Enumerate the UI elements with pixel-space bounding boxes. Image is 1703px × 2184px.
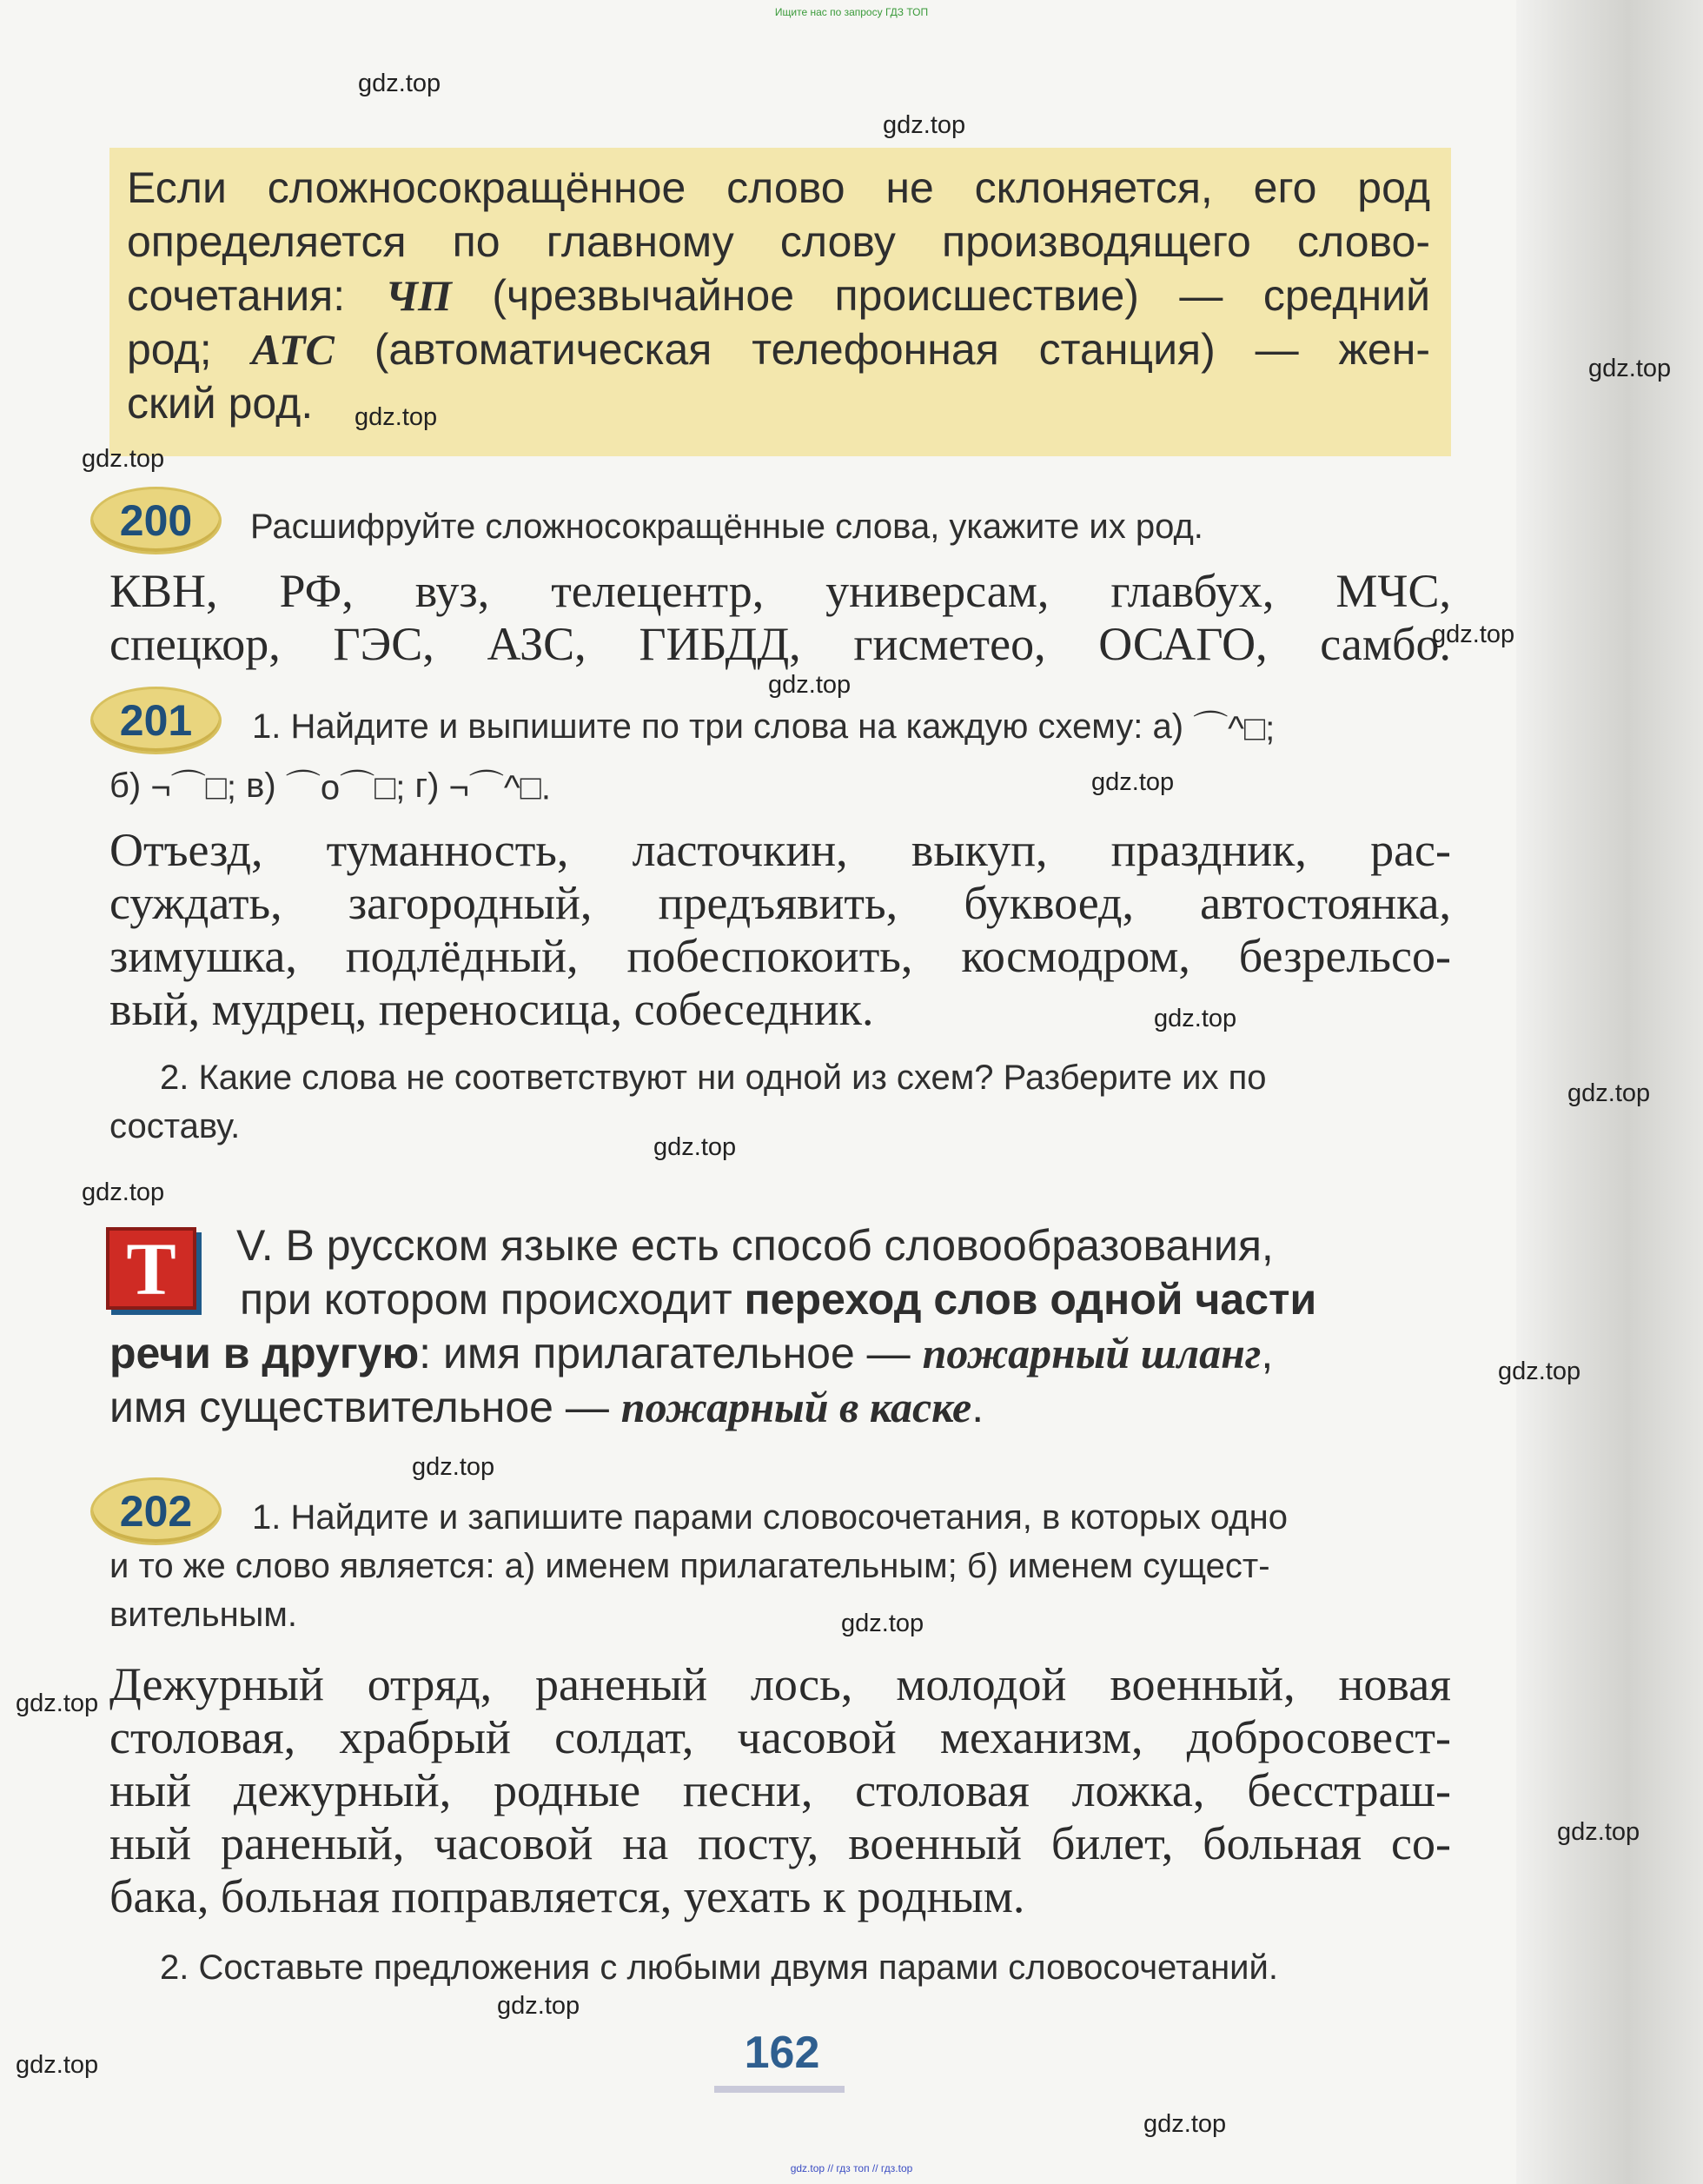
scheme-b-icon: ¬⌒□; [150, 768, 236, 807]
exercise-201-badge: 201 [90, 687, 222, 754]
exercise-201-line: зимушка, подлёдный, побеспокоить, космодром, безрельсо- [109, 930, 1451, 982]
watermark: gdz.top [1143, 2110, 1227, 2138]
theory-line-4: имя существительное — пожарный в каске. [109, 1383, 984, 1431]
exercise-202-badge: 202 [90, 1477, 222, 1545]
theory-line-1: V. В русском языке есть способ словообразования, [236, 1221, 1274, 1270]
watermark: gdz.top [883, 111, 966, 139]
watermark: gdz.top [1432, 621, 1515, 648]
exercise-202-line: Дежурный отряд, раненый лось, молодой военный, новая [109, 1658, 1451, 1710]
theory-term: переход слов одной части [744, 1275, 1317, 1324]
exercise-201-words [109, 824, 1451, 1036]
exercise-202-words [109, 1658, 1451, 1923]
watermark: gdz.top [1498, 1358, 1581, 1385]
scheme-g-icon: ¬⌒^□. [448, 768, 551, 807]
watermark: gdz.top [82, 445, 165, 473]
watermark: gdz.top [16, 1689, 99, 1717]
exercise-202-line: бака, больная поправляется, уехать к родным. [109, 1870, 1025, 1922]
watermark: gdz.top [841, 1610, 924, 1637]
scheme-a-icon: ⌒^□; [1193, 709, 1276, 748]
watermark: gdz.top [768, 671, 852, 699]
rule-text [127, 161, 1430, 430]
watermark: gdz.top [16, 2051, 99, 2079]
watermark: gdz.top [1154, 1005, 1237, 1032]
exercise-200-words [109, 565, 1451, 671]
exercise-202-line: ный раненый, часовой на посту, военный билет, больная со- [109, 1817, 1451, 1869]
watermark: gdz.top [412, 1453, 495, 1481]
exercise-201-task2: 2. Какие слова не соответствуют ни одной из схем? Разберите их по составу. [109, 1059, 1267, 1145]
example-adjective: пожарный шланг [922, 1329, 1262, 1377]
rule-line-1: Если сложносокращённое слово не склоняется, его род [127, 163, 1430, 212]
watermark: gdz.top [1557, 1818, 1640, 1846]
scheme-v-icon: ⌒о⌒□; [285, 768, 406, 807]
watermark: gdz.top [1567, 1079, 1651, 1107]
exercise-201-schemes: б) ¬⌒□; в) ⌒о⌒□; г) ¬⌒^□. [109, 767, 551, 807]
exercise-201-line: суждать, загородный, предъявить, буквоед, автостоянка, [109, 877, 1451, 929]
rule-line-4: род; АТС (автоматическая телефонная станция) — жен- [127, 325, 1430, 374]
exercise-200-badge: 200 [90, 487, 222, 554]
exercise-201-line: вый, мудрец, переносица, собеседник. [109, 983, 874, 1035]
abbr-ats: АТС [251, 325, 335, 374]
abbr-chp: ЧП [385, 271, 452, 320]
page-number: 162 [744, 2028, 820, 2078]
exercise-202-line: ный дежурный, родные песни, столовая ложка, бесстраш- [109, 1764, 1451, 1816]
rule-line-2: определяется по главному слову производящего слово- [127, 217, 1430, 266]
theory-line-3: речи в другую: имя прилагательное — пожарный шланг, [109, 1329, 1274, 1377]
page-number-underline [714, 2086, 845, 2093]
watermark: gdz.top [1091, 768, 1175, 796]
exercise-200-line: спецкор, ГЭС, АЗС, ГИБДД, гисметео, ОСАГО, самбо. [109, 618, 1451, 670]
watermark: gdz.top [355, 403, 438, 431]
watermark: gdz.top [653, 1133, 737, 1161]
example-noun: пожарный в каске [620, 1383, 972, 1431]
theory-line-2: при котором происходит переход слов одной части [240, 1275, 1317, 1324]
exercise-202-line: столовая, храбрый солдат, часовой механизм, добросовест- [109, 1711, 1451, 1763]
exercise-202-task1: 1. Найдите и запишите парами словосочетания, в которых одно и то же слово является: а) именем прилагательным; б) именем сущест- вительным. [109, 1498, 1288, 1634]
watermark: gdz.top [82, 1178, 165, 1206]
rule-line-5: ский род. [127, 379, 314, 428]
footer-note: gdz.top // гдз топ // гдз.top [790, 2162, 913, 2174]
watermark: gdz.top [358, 70, 441, 97]
watermark: gdz.top [1588, 355, 1672, 382]
theory-t-icon: Т [106, 1227, 196, 1310]
exercise-202-task2: 2. Составьте предложения с любыми двумя парами словосочетаний. [160, 1948, 1278, 1987]
exercise-201-line: Отъезд, туманность, ласточкин, выкуп, праздник, рас- [109, 824, 1451, 876]
exercise-200-line: КВН, РФ, вуз, телецентр, универсам, главбух, МЧС, [109, 565, 1451, 617]
watermark: gdz.top [497, 1992, 580, 2020]
header-note: Ищите нас по запросу ГДЗ ТОП [774, 6, 929, 18]
exercise-200-task: Расшифруйте сложносокращённые слова, укажите их род. [250, 508, 1203, 546]
exercise-201-task1: 1. Найдите и выпишите по три слова на каждую схему: а) ⌒^□; [252, 707, 1276, 748]
rule-line-3: сочетания: ЧП (чрезвычайное происшествие) — средний [127, 271, 1431, 320]
